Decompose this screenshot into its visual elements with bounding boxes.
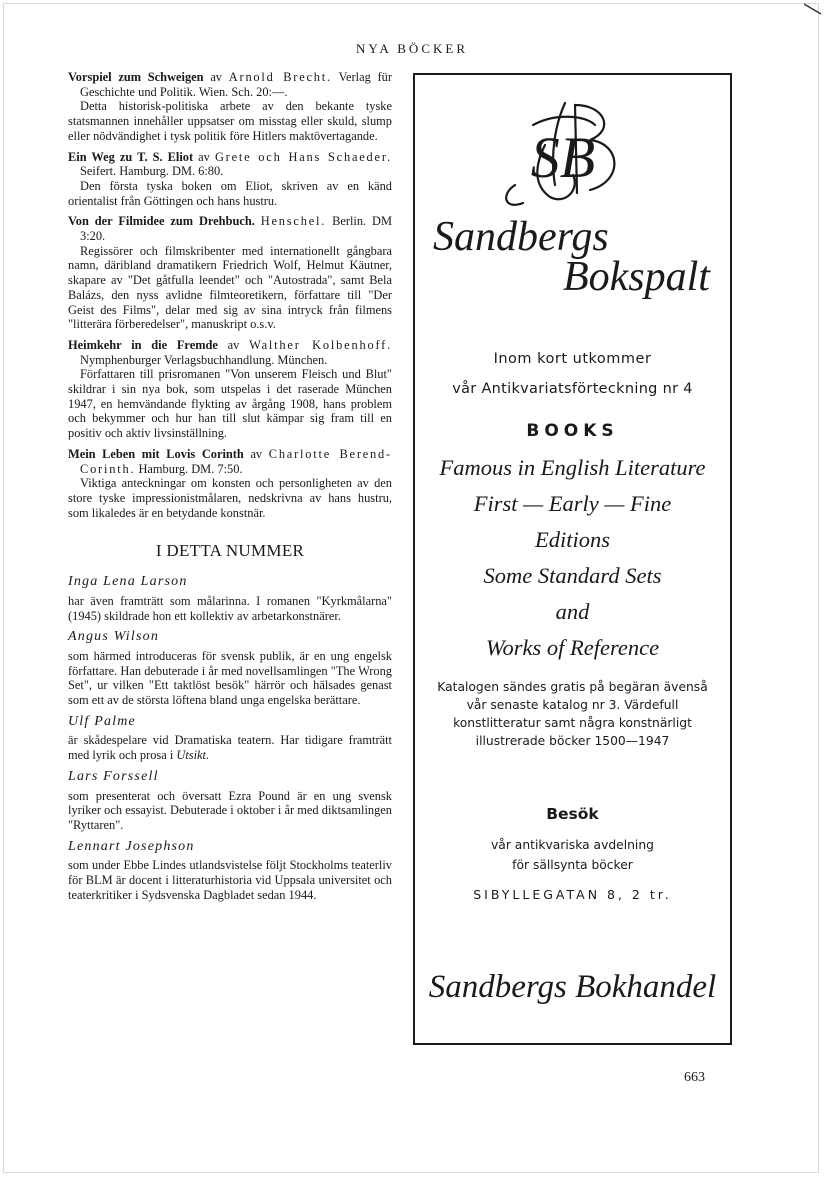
ad-italic-line: Editions (534, 527, 610, 552)
book-by: av (210, 70, 223, 84)
corner-crop-mark (804, 2, 822, 16)
contributor-name: Lennart Josephson (68, 838, 195, 854)
book-title: Vorspiel zum Schweigen (68, 70, 204, 84)
book-description: Regissörer och filmskribenter med internationellt gångbara namn, däribland dramatikern Friedrich Wolf, Helmut Käutner, skapare av "Det gåtfulla leendet" och "Autostrada", samt Bela Balázs, den nyss avlidne filmteoretikern, författare till "Der Geist des Films", delar med sig av sina intryck från filmens "litterära förberedelser", manuskript o.s.v. (68, 243, 392, 332)
visit-line-2: för sällsynta böcker (512, 858, 633, 872)
contributor-entry (68, 630, 392, 708)
book-author: Arnold Brecht. (228, 70, 332, 84)
contributor-bio (68, 733, 392, 762)
contributor-name: Angus Wilson (68, 629, 160, 645)
contributor-bio: har även framträtt som målarinna. I romanen "Kyrkmålarna" (1945) skildrade hon ett kollektiv av arbetarkonstnärer. (68, 593, 392, 623)
contributor-entry (68, 840, 392, 903)
contributor-name: Lars Forssell (68, 768, 159, 784)
ad-italic-line: First — Early — Fine (473, 491, 672, 516)
contributor-name: Inga Lena Larson (68, 574, 188, 590)
announce-line-2: vår Antikvariatsförteckning nr 4 (452, 381, 693, 397)
book-description: Detta historisk-politiska arbete av den bekante tyske statsmannen innehåller uppsatser om misstag eller skuld, slump eller nödvändighet i tysk politik före Hitlers maktövertagande. (68, 99, 392, 143)
contributor-name: Ulf Palme (68, 713, 136, 729)
book-heading (68, 338, 392, 367)
contributor-entry (68, 715, 392, 763)
logo-bokspalt: Bokspalt (563, 254, 710, 300)
contributor-bio: som härmed introduceras för svensk publik, är en ung engelsk författare. Han debuterade i år med novellsamlingen "The Wrong Set", ur vilken "Ett taktlöst besök" härrör och hälsades genast som ett av de största löftena bland unga engelska berättare. (68, 648, 392, 708)
left-column (68, 70, 392, 909)
book-details: Verlag für Geschichte und Politik. Wien. Sch. 20:—. (80, 70, 392, 99)
ad-italic-line: Famous in English Literature (439, 455, 706, 480)
catalog-text: Katalogen sändes gratis på begäran ävenså vår senaste katalog nr 3. Värdefull konstlitteratur samt några konstnärligt illustrerade böcker 1500—1947 (437, 680, 708, 748)
section-title-contributors: I DETTA NUMMER (155, 541, 305, 561)
book-heading (68, 70, 392, 99)
contributor-bio-italic: Utsikt. (176, 748, 210, 763)
book-entry (68, 214, 392, 332)
book-by: av (250, 446, 263, 461)
book-details: Berlin. DM 3:20. (80, 214, 392, 244)
book-heading (68, 214, 392, 243)
book-heading (68, 150, 392, 179)
sandbergs-bokspalt-logo (415, 85, 730, 325)
contributor-entry (68, 770, 392, 833)
logo-monogram: SB (530, 125, 596, 190)
books-heading: BOOKS (526, 421, 619, 441)
book-author: Grete och Hans Schaeder. (214, 149, 392, 164)
ad-italic-line: Some Standard Sets (483, 563, 662, 588)
running-head: NYA BÖCKER (356, 41, 468, 56)
announce-line-1: Inom kort utkommer (493, 351, 652, 367)
book-title: Von der Filmidee zum Drehbuch. (68, 214, 255, 229)
contributor-bio: som presenterat och översatt Ezra Pound är en ung svensk lyriker och essayist. Debuterade i oktober i år med diktsamlingen "Ryttaren". (68, 788, 392, 832)
book-description: Författaren till prisromanen "Von unserem Fleisch und Blut" skildrar i sin nya bok, som utspelas i det raserade München 1947, en hemvändande flykting av årgång 1908, hans problem och bekymmer och hur han till slut kämpar sig fram till en positiv och aktiv livsinställning. (68, 367, 392, 441)
page-number: 663 (684, 1070, 705, 1085)
book-title: Heimkehr in die Fremde (68, 337, 218, 352)
book-heading (68, 447, 392, 476)
book-description: Den första tyska boken om Eliot, skriven av en känd orientalist från Göttingen och hans hustru. (68, 178, 392, 208)
book-author: Henschel. (260, 214, 327, 229)
book-entry (68, 70, 392, 144)
book-details: Nymphenburger Verlagsbuchhandlung. München. (80, 352, 328, 367)
book-description: Viktiga anteckningar om konsten och personligheten av den store tyske impressionistmålaren, nedskrivna av hans hustru, som likaledes är en betydande konstnär. (68, 476, 392, 520)
book-by: av (227, 337, 240, 352)
book-details: Seifert. Hamburg. DM. 6:80. (80, 164, 224, 179)
book-entry (68, 338, 392, 441)
contributor-bio-text: är skådespelare vid Dramatiska teatern. Har tidigare framträtt med lyrik och prosa i (68, 733, 392, 763)
book-title: Mein Leben mit Lovis Corinth (68, 446, 244, 461)
ad-italic-line: and (555, 599, 590, 624)
contributor-bio: som under Ebbe Lindes utlandsvistelse följt Stockholms teaterliv för BLM är docent i litteraturhistoria vid Uppsala universitet och teaterkritiker i Sydsvenska Dagbladet sedan 1944. (68, 858, 392, 902)
book-title: Ein Weg zu T. S. Eliot (68, 149, 194, 164)
shop-address: SIBYLLEGATAN 8, 2 tr. (473, 887, 672, 902)
book-entry (68, 150, 392, 209)
logo-sandbergs: Sandbergs (433, 214, 609, 260)
visit-line-1: vår antikvariska avdelning (491, 838, 654, 852)
book-by: av (198, 149, 210, 164)
ad-italic-line: Works of Reference (485, 635, 660, 660)
book-entry (68, 447, 392, 521)
book-author: Walther Kolbenhoff. (249, 337, 392, 352)
shop-name: Sandbergs Bokhandel (428, 969, 717, 1005)
contributor-entry (68, 575, 392, 623)
visit-heading: Besök (546, 805, 599, 823)
book-author: Charlotte Berend-Corinth. (80, 446, 392, 476)
advertisement-box (413, 73, 732, 1045)
visit-text (415, 835, 730, 875)
book-details: Hamburg. DM. 7:50. (138, 461, 243, 476)
